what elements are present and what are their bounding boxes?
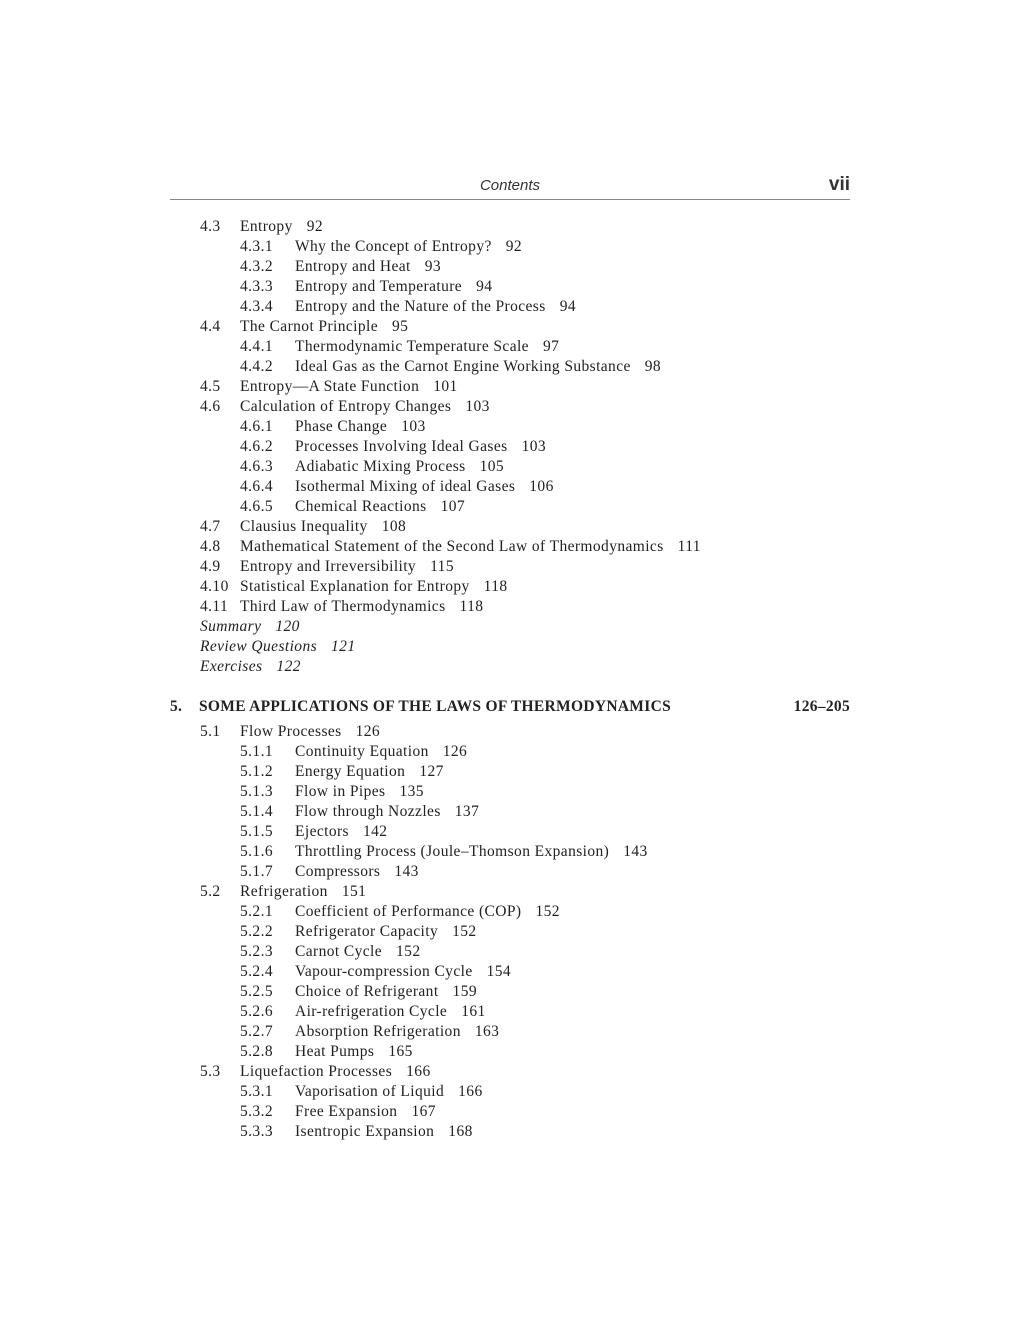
toc-entry-title-wrap xyxy=(240,397,490,417)
toc-entry-title-wrap xyxy=(240,217,323,237)
toc-entry-title-wrap xyxy=(295,982,477,1002)
toc-entry-title: Air-refrigeration Cycle xyxy=(295,1003,448,1020)
toc-entry-page: 93 xyxy=(424,258,442,275)
toc-entry-title: Isothermal Mixing of ideal Gases xyxy=(295,478,516,495)
toc-entry-title: Review Questions xyxy=(200,638,318,655)
header-rule xyxy=(170,199,850,200)
chapter-pages: 126–205 xyxy=(793,698,850,715)
toc-entry-page: 135 xyxy=(399,783,424,800)
toc-entry xyxy=(0,822,1020,842)
toc-entry-title: Coefficient of Performance (COP) xyxy=(295,903,522,920)
toc-entry-page: 143 xyxy=(394,863,419,880)
toc-entry-title: Thermodynamic Temperature Scale xyxy=(295,338,529,355)
toc-entry-title-wrap xyxy=(295,1022,499,1042)
toc-entry xyxy=(0,457,1020,477)
toc-entry-number: 5.2 xyxy=(200,883,221,900)
toc-entry-number: 5.2.2 xyxy=(240,923,273,940)
toc-entry-title: Entropy and Irreversibility xyxy=(240,558,417,575)
toc-entry xyxy=(0,237,1020,257)
toc-entry-page: 159 xyxy=(452,983,477,1000)
toc-entry xyxy=(0,762,1020,782)
toc-entry-title: Absorption Refrigeration xyxy=(295,1023,461,1040)
toc-entry-title-wrap xyxy=(240,317,408,337)
toc-entry-number: 5.2.1 xyxy=(240,903,273,920)
toc-entry-title-wrap xyxy=(295,802,479,822)
toc-section-chapter-5 xyxy=(0,722,1020,1142)
toc-entry-number: 5.1.5 xyxy=(240,823,273,840)
toc-entry-page: 120 xyxy=(275,618,300,635)
chapter-title: SOME APPLICATIONS OF THE LAWS OF THERMODYNAMICS xyxy=(199,698,671,715)
toc-entry-title-wrap xyxy=(200,617,300,637)
toc-entry-title-wrap xyxy=(240,722,380,742)
toc-entry-title: Flow Processes xyxy=(240,723,342,740)
toc-entry-page: 115 xyxy=(430,558,454,575)
toc-entry-title-wrap xyxy=(295,357,661,377)
toc-entry-title: Chemical Reactions xyxy=(295,498,427,515)
toc-entry xyxy=(0,862,1020,882)
toc-entry-page: 118 xyxy=(459,598,484,615)
toc-entry-title-wrap xyxy=(295,497,465,517)
toc-entry xyxy=(0,1122,1020,1142)
toc-entry-title-wrap xyxy=(240,882,366,902)
toc-entry-number: 4.3.4 xyxy=(240,298,273,315)
toc-entry-number: 4.5 xyxy=(200,378,221,395)
toc-entry xyxy=(0,802,1020,822)
toc-entry-number: 5.3.1 xyxy=(240,1083,273,1100)
toc-entry-title: Flow through Nozzles xyxy=(295,803,441,820)
toc-entry-title: Energy Equation xyxy=(295,763,406,780)
toc-entry-title-wrap xyxy=(295,237,522,257)
toc-entry-title: Clausius Inequality xyxy=(240,518,368,535)
toc-entry xyxy=(0,657,1020,677)
toc-entry-page: 154 xyxy=(486,963,512,980)
toc-entry xyxy=(0,437,1020,457)
toc-entry-title: Vapour-compression Cycle xyxy=(295,963,473,980)
toc-entry-title: Third Law of Thermodynamics xyxy=(240,598,446,615)
toc-entry-number: 5.3.3 xyxy=(240,1123,273,1140)
toc-entry-title-wrap xyxy=(295,962,511,982)
toc-entry-number: 4.3.2 xyxy=(240,258,273,275)
toc-entry-title: Heat Pumps xyxy=(295,1043,375,1060)
toc-entry-number: 4.3.1 xyxy=(240,238,273,255)
toc-entry xyxy=(0,782,1020,802)
toc-entry xyxy=(0,1102,1020,1122)
toc-entry-page: 168 xyxy=(448,1123,473,1140)
toc-entry xyxy=(0,1082,1020,1102)
toc-entry xyxy=(0,617,1020,637)
toc-entry-number: 5.3.2 xyxy=(240,1103,273,1120)
toc-entry-number: 4.8 xyxy=(200,538,221,555)
toc-entry-title-wrap xyxy=(295,277,492,297)
toc-entry-title-wrap xyxy=(295,822,387,842)
toc-entry-title: Continuity Equation xyxy=(295,743,429,760)
toc-entry-page: 95 xyxy=(392,318,409,335)
toc-entry-title: Compressors xyxy=(295,863,381,880)
toc-entry-title-wrap xyxy=(200,657,301,677)
toc-entry-page: 103 xyxy=(465,398,490,415)
toc-entry-number: 4.9 xyxy=(200,558,221,575)
toc-entry-page: 118 xyxy=(483,578,508,595)
toc-entry-page: 121 xyxy=(331,638,356,655)
toc-entry-title: Mathematical Statement of the Second Law of Thermodynamics xyxy=(240,538,664,555)
toc-entry-title-wrap xyxy=(295,457,504,477)
toc-entry-page: 97 xyxy=(542,338,560,355)
toc-entry-page: 163 xyxy=(474,1023,500,1040)
toc-entry xyxy=(0,477,1020,497)
toc-entry xyxy=(0,1022,1020,1042)
toc-entry-number: 5.2.7 xyxy=(240,1023,273,1040)
toc-entry-number: 5.2.8 xyxy=(240,1043,273,1060)
toc-entry-number: 4.11 xyxy=(200,598,229,615)
toc-entry-title-wrap xyxy=(295,782,424,802)
toc-entry-number: 5.2.3 xyxy=(240,943,273,960)
toc-entry-title-wrap xyxy=(295,1102,436,1122)
toc-entry-page: 151 xyxy=(341,883,367,900)
toc-entry xyxy=(0,357,1020,377)
toc-entry xyxy=(0,317,1020,337)
toc-entry-title: Why the Concept of Entropy? xyxy=(295,238,492,255)
toc-entry-title: Vaporisation of Liquid xyxy=(295,1083,445,1100)
toc-entry-title: Summary xyxy=(200,618,262,635)
toc-entry-page: 152 xyxy=(396,943,421,960)
toc-entry-page: 126 xyxy=(355,723,381,740)
toc-entry-title-wrap xyxy=(200,637,355,657)
toc-entry-title: Ejectors xyxy=(295,823,349,840)
toc-entry-number: 5.2.6 xyxy=(240,1003,273,1020)
toc-entry-title: Isentropic Expansion xyxy=(295,1123,435,1140)
toc-entry-title-wrap xyxy=(295,417,426,437)
toc-entry-page: 166 xyxy=(406,1063,431,1080)
toc-entry xyxy=(0,637,1020,657)
toc-entry-page: 92 xyxy=(505,238,523,255)
toc-entry-number: 4.4 xyxy=(200,318,221,335)
toc-entry-page: 137 xyxy=(454,803,480,820)
toc-entry-title: Entropy—A State Function xyxy=(240,378,420,395)
toc-entry-page: 98 xyxy=(644,358,662,375)
toc-entry-number: 5.1.3 xyxy=(240,783,273,800)
toc-entry-number: 5.2.4 xyxy=(240,963,273,980)
toc-entry-page: 103 xyxy=(401,418,426,435)
toc-entry-title-wrap xyxy=(295,842,648,862)
toc-entry-title-wrap xyxy=(295,1042,413,1062)
toc-entry xyxy=(0,517,1020,537)
toc-entry-title-wrap xyxy=(240,577,508,597)
toc-entry-number: 4.6.4 xyxy=(240,478,273,495)
toc-entry-page: 161 xyxy=(461,1003,486,1020)
toc-entry-title: The Carnot Principle xyxy=(240,318,378,335)
toc-entry xyxy=(0,942,1020,962)
toc-entry-page: 94 xyxy=(476,278,493,295)
toc-entry-number: 4.3.3 xyxy=(240,278,273,295)
toc-entry-title: Entropy and Heat xyxy=(295,258,411,275)
toc-entry-title: Ideal Gas as the Carnot Engine Working Substance xyxy=(295,358,631,375)
toc-entry-number: 5.1.7 xyxy=(240,863,273,880)
toc-entry-number: 4.7 xyxy=(200,518,221,535)
toc-entry-title-wrap xyxy=(295,1002,486,1022)
toc-entry xyxy=(0,882,1020,902)
page-number: vii xyxy=(828,174,850,195)
toc-entry-title-wrap xyxy=(295,942,420,962)
toc-entry xyxy=(0,397,1020,417)
toc-entry-page: 105 xyxy=(479,458,505,475)
toc-entry-page: 103 xyxy=(521,438,547,455)
toc-entry-number: 4.4.1 xyxy=(240,338,273,355)
toc-entry-title-wrap xyxy=(295,762,444,782)
toc-entry-page: 152 xyxy=(535,903,560,920)
toc-entry-title-wrap xyxy=(295,1082,483,1102)
toc-entry-title: Phase Change xyxy=(295,418,388,435)
toc-entry-title-wrap xyxy=(295,902,560,922)
toc-entry xyxy=(0,337,1020,357)
toc-entry-title: Carnot Cycle xyxy=(295,943,383,960)
toc-entry-page: 126 xyxy=(442,743,468,760)
toc-entry-number: 4.4.2 xyxy=(240,358,273,375)
toc-entry xyxy=(0,982,1020,1002)
toc-entry xyxy=(0,217,1020,237)
toc-entry-page: 106 xyxy=(529,478,554,495)
toc-section-chapter-4 xyxy=(0,217,1020,677)
toc-entry-title: Exercises xyxy=(200,658,263,675)
toc-entry xyxy=(0,1062,1020,1082)
toc-entry-page: 101 xyxy=(433,378,458,395)
toc-entry-page: 122 xyxy=(276,658,301,675)
toc-entry-title-wrap xyxy=(240,537,701,557)
toc-entry xyxy=(0,537,1020,557)
toc-entry-number: 4.6.1 xyxy=(240,418,273,435)
toc-entry-number: 5.1 xyxy=(200,723,221,740)
toc-entry xyxy=(0,557,1020,577)
chapter-heading xyxy=(0,697,1020,717)
toc-entry-title: Entropy and Temperature xyxy=(295,278,463,295)
toc-entry-title: Statistical Explanation for Entropy xyxy=(240,578,470,595)
toc-entry xyxy=(0,722,1020,742)
toc-entry xyxy=(0,577,1020,597)
toc-entry-number: 4.10 xyxy=(200,578,229,595)
toc-entry-number: 4.3 xyxy=(200,218,221,235)
toc-entry-title: Refrigerator Capacity xyxy=(295,923,439,940)
chapter-number: 5. xyxy=(170,698,183,715)
toc-entry-page: 127 xyxy=(419,763,444,780)
toc-entry-number: 5.1.6 xyxy=(240,843,273,860)
toc-entry xyxy=(0,257,1020,277)
toc-entry-title-wrap xyxy=(240,597,483,617)
toc-entry-title: Choice of Refrigerant xyxy=(295,983,439,1000)
toc-entry-title-wrap xyxy=(295,257,441,277)
toc-entry-page: 167 xyxy=(411,1103,436,1120)
toc-entry-title-wrap xyxy=(240,377,458,397)
toc-entry-title: Processes Involving Ideal Gases xyxy=(295,438,508,455)
toc-entry xyxy=(0,417,1020,437)
toc-entry xyxy=(0,1042,1020,1062)
toc-entry-title: Entropy and the Nature of the Process xyxy=(295,298,546,315)
toc-entry-title: Liquefaction Processes xyxy=(240,1063,393,1080)
running-header-title: Contents xyxy=(479,177,541,194)
toc-entry-page: 142 xyxy=(362,823,388,840)
toc-entry-page: 152 xyxy=(452,923,477,940)
toc-entry-title-wrap xyxy=(295,477,554,497)
toc-entry xyxy=(0,1002,1020,1022)
toc-entry-page: 107 xyxy=(440,498,466,515)
toc-entry xyxy=(0,597,1020,617)
toc-entry-title: Entropy xyxy=(240,218,293,235)
toc-entry-title-wrap xyxy=(240,557,454,577)
toc-entry-page: 94 xyxy=(559,298,576,315)
toc-entry xyxy=(0,377,1020,397)
toc-entry-number: 5.1.1 xyxy=(240,743,273,760)
toc-entry-title-wrap xyxy=(295,337,559,357)
toc-entry xyxy=(0,842,1020,862)
toc-entry-page: 143 xyxy=(623,843,648,860)
toc-entry-page: 92 xyxy=(306,218,324,235)
toc-entry-number: 4.6.2 xyxy=(240,438,273,455)
toc-entry-number: 5.3 xyxy=(200,1063,221,1080)
toc-entry-title: Refrigeration xyxy=(240,883,328,900)
toc-entry-title: Throttling Process (Joule–Thomson Expansion) xyxy=(295,843,610,860)
toc-entry-number: 4.6.3 xyxy=(240,458,273,475)
toc-entry-title-wrap xyxy=(295,862,419,882)
toc-entry xyxy=(0,297,1020,317)
toc-entry-title-wrap xyxy=(295,1122,473,1142)
toc-entry-title-wrap xyxy=(240,517,406,537)
toc-entry-number: 5.2.5 xyxy=(240,983,273,1000)
toc-entry xyxy=(0,922,1020,942)
toc-entry-title-wrap xyxy=(295,742,467,762)
toc-entry xyxy=(0,902,1020,922)
toc-entry-number: 4.6 xyxy=(200,398,221,415)
toc-entry-title: Adiabatic Mixing Process xyxy=(295,458,466,475)
toc-entry-number: 5.1.2 xyxy=(240,763,273,780)
toc-entry-title: Flow in Pipes xyxy=(295,783,386,800)
toc-entry-number: 4.6.5 xyxy=(240,498,273,515)
toc-entry-page: 111 xyxy=(677,538,701,555)
toc-entry-page: 108 xyxy=(381,518,407,535)
toc-entry-title: Calculation of Entropy Changes xyxy=(240,398,452,415)
toc-entry-title-wrap xyxy=(240,1062,431,1082)
toc-entry-title-wrap xyxy=(295,437,546,457)
toc-entry-title-wrap xyxy=(295,297,576,317)
toc-entry xyxy=(0,962,1020,982)
toc-entry xyxy=(0,742,1020,762)
toc-entry-title: Free Expansion xyxy=(295,1103,398,1120)
toc-entry-page: 166 xyxy=(458,1083,483,1100)
toc-entry xyxy=(0,497,1020,517)
toc-entry-title-wrap xyxy=(295,922,477,942)
toc-entry-page: 165 xyxy=(388,1043,413,1060)
toc-entry xyxy=(0,277,1020,297)
toc-entry-number: 5.1.4 xyxy=(240,803,273,820)
